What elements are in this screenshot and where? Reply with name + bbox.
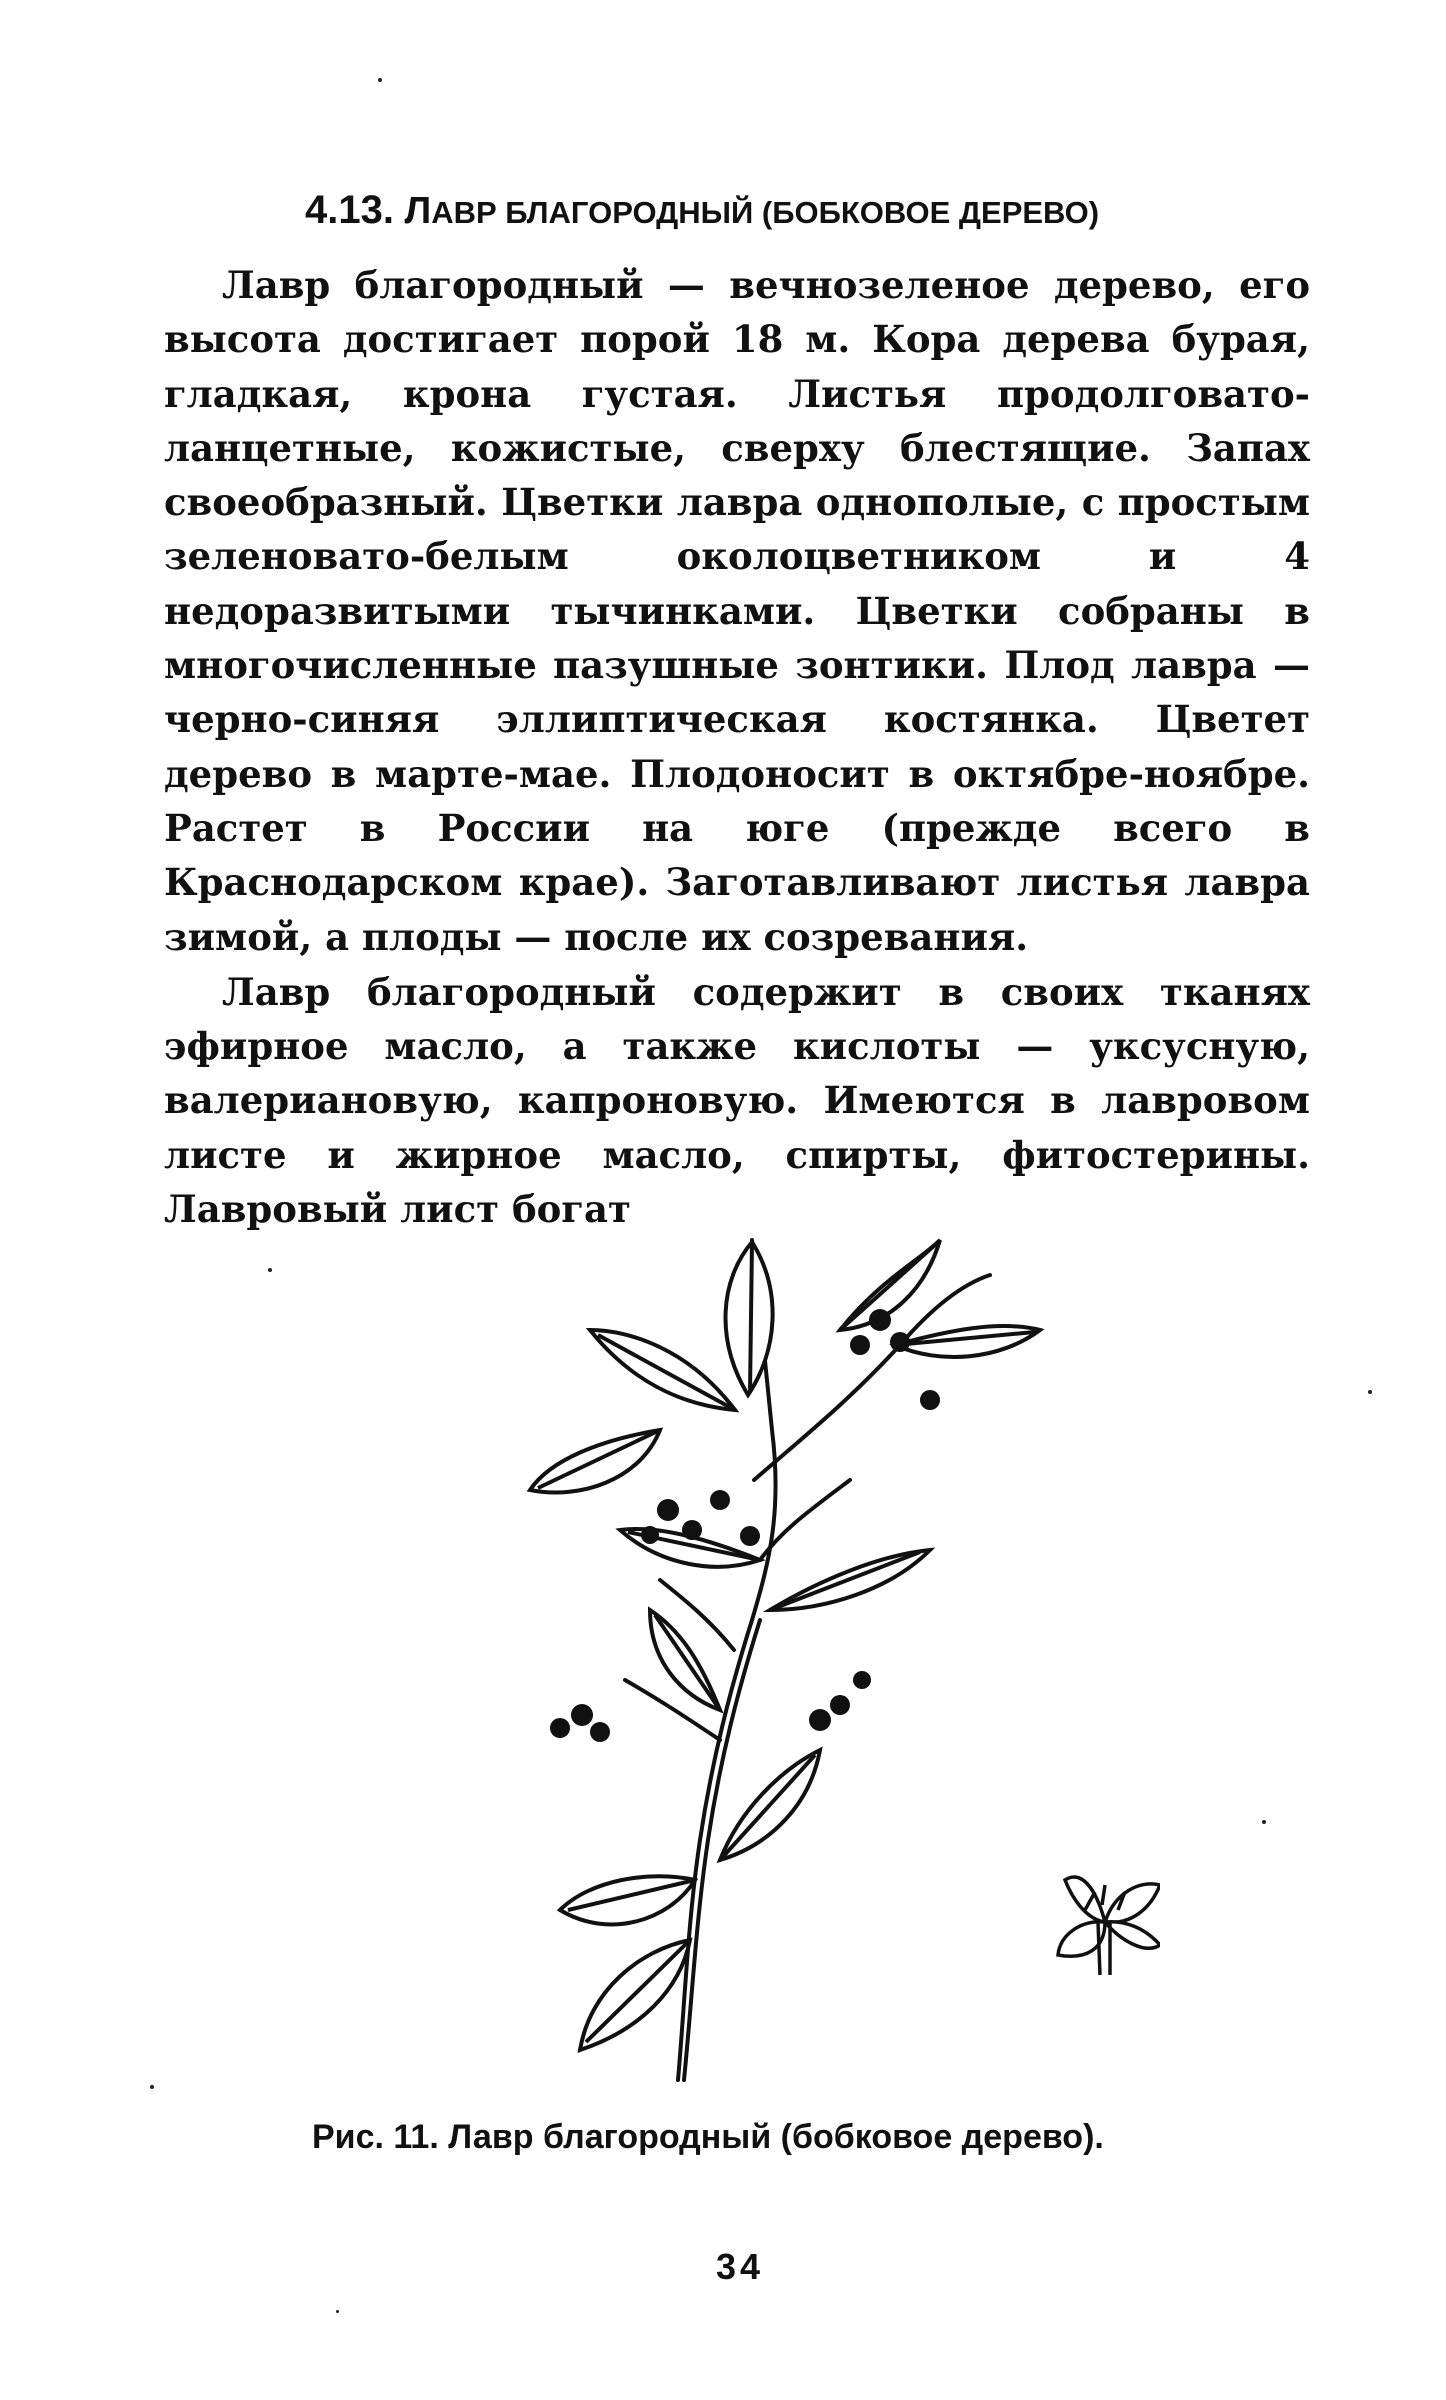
scan-speck — [150, 2085, 154, 2089]
laurel-illustration — [520, 1180, 1160, 2100]
scan-speck — [268, 1268, 272, 1272]
page-number: 34 — [715, 2246, 765, 2287]
paragraph-composition: Лавр благородный содержит в своих тканях эфирное масло, а также кислоты — уксусную, валериановую, капроновую. Имеются в лавровом листе и жирное масло, спирты, фитостерины. Лавровый лист богат — [164, 969, 1310, 1232]
section-number: 4.13. — [305, 188, 394, 232]
paragraph-description: Лавр благородный — вечнозеленое дерево, его высота достигает порой 18 м. Кора дерева бурая, гладкая, крона густая. Листья продолговато-ланцетные, кожистые, сверху блестящие. Запах своеобразный. Цветки лавра однополые, с простым зеленовато-белым околоцветником и 4 недоразвитыми тычинками. Цветки собраны в многочисленные пазушные зонтики. Плод лавра — черно-синяя эллиптическая костянка. Цветет дерево в марте-мае. Плодоносит в октябре-ноябре. Растет в России на юге (прежде всего в Краснодарском крае). Заготавливают листья лавра зимой, а плоды — после их созревания. — [164, 263, 1310, 959]
section-heading — [305, 188, 1205, 233]
section-title-initial: Л — [404, 190, 432, 232]
scan-speck — [336, 2310, 339, 2313]
section-title-rest: АВР БЛАГОРОДНЫЙ (БОБКОВОЕ ДЕРЕВО) — [431, 195, 1100, 230]
scan-speck — [378, 78, 382, 82]
scan-speck — [1262, 1820, 1266, 1824]
body-text — [164, 258, 1310, 1236]
figure-caption: Рис. 11. Лавр благородный (бобковое дерево). — [312, 2118, 1104, 2156]
scan-speck — [1368, 1390, 1372, 1394]
